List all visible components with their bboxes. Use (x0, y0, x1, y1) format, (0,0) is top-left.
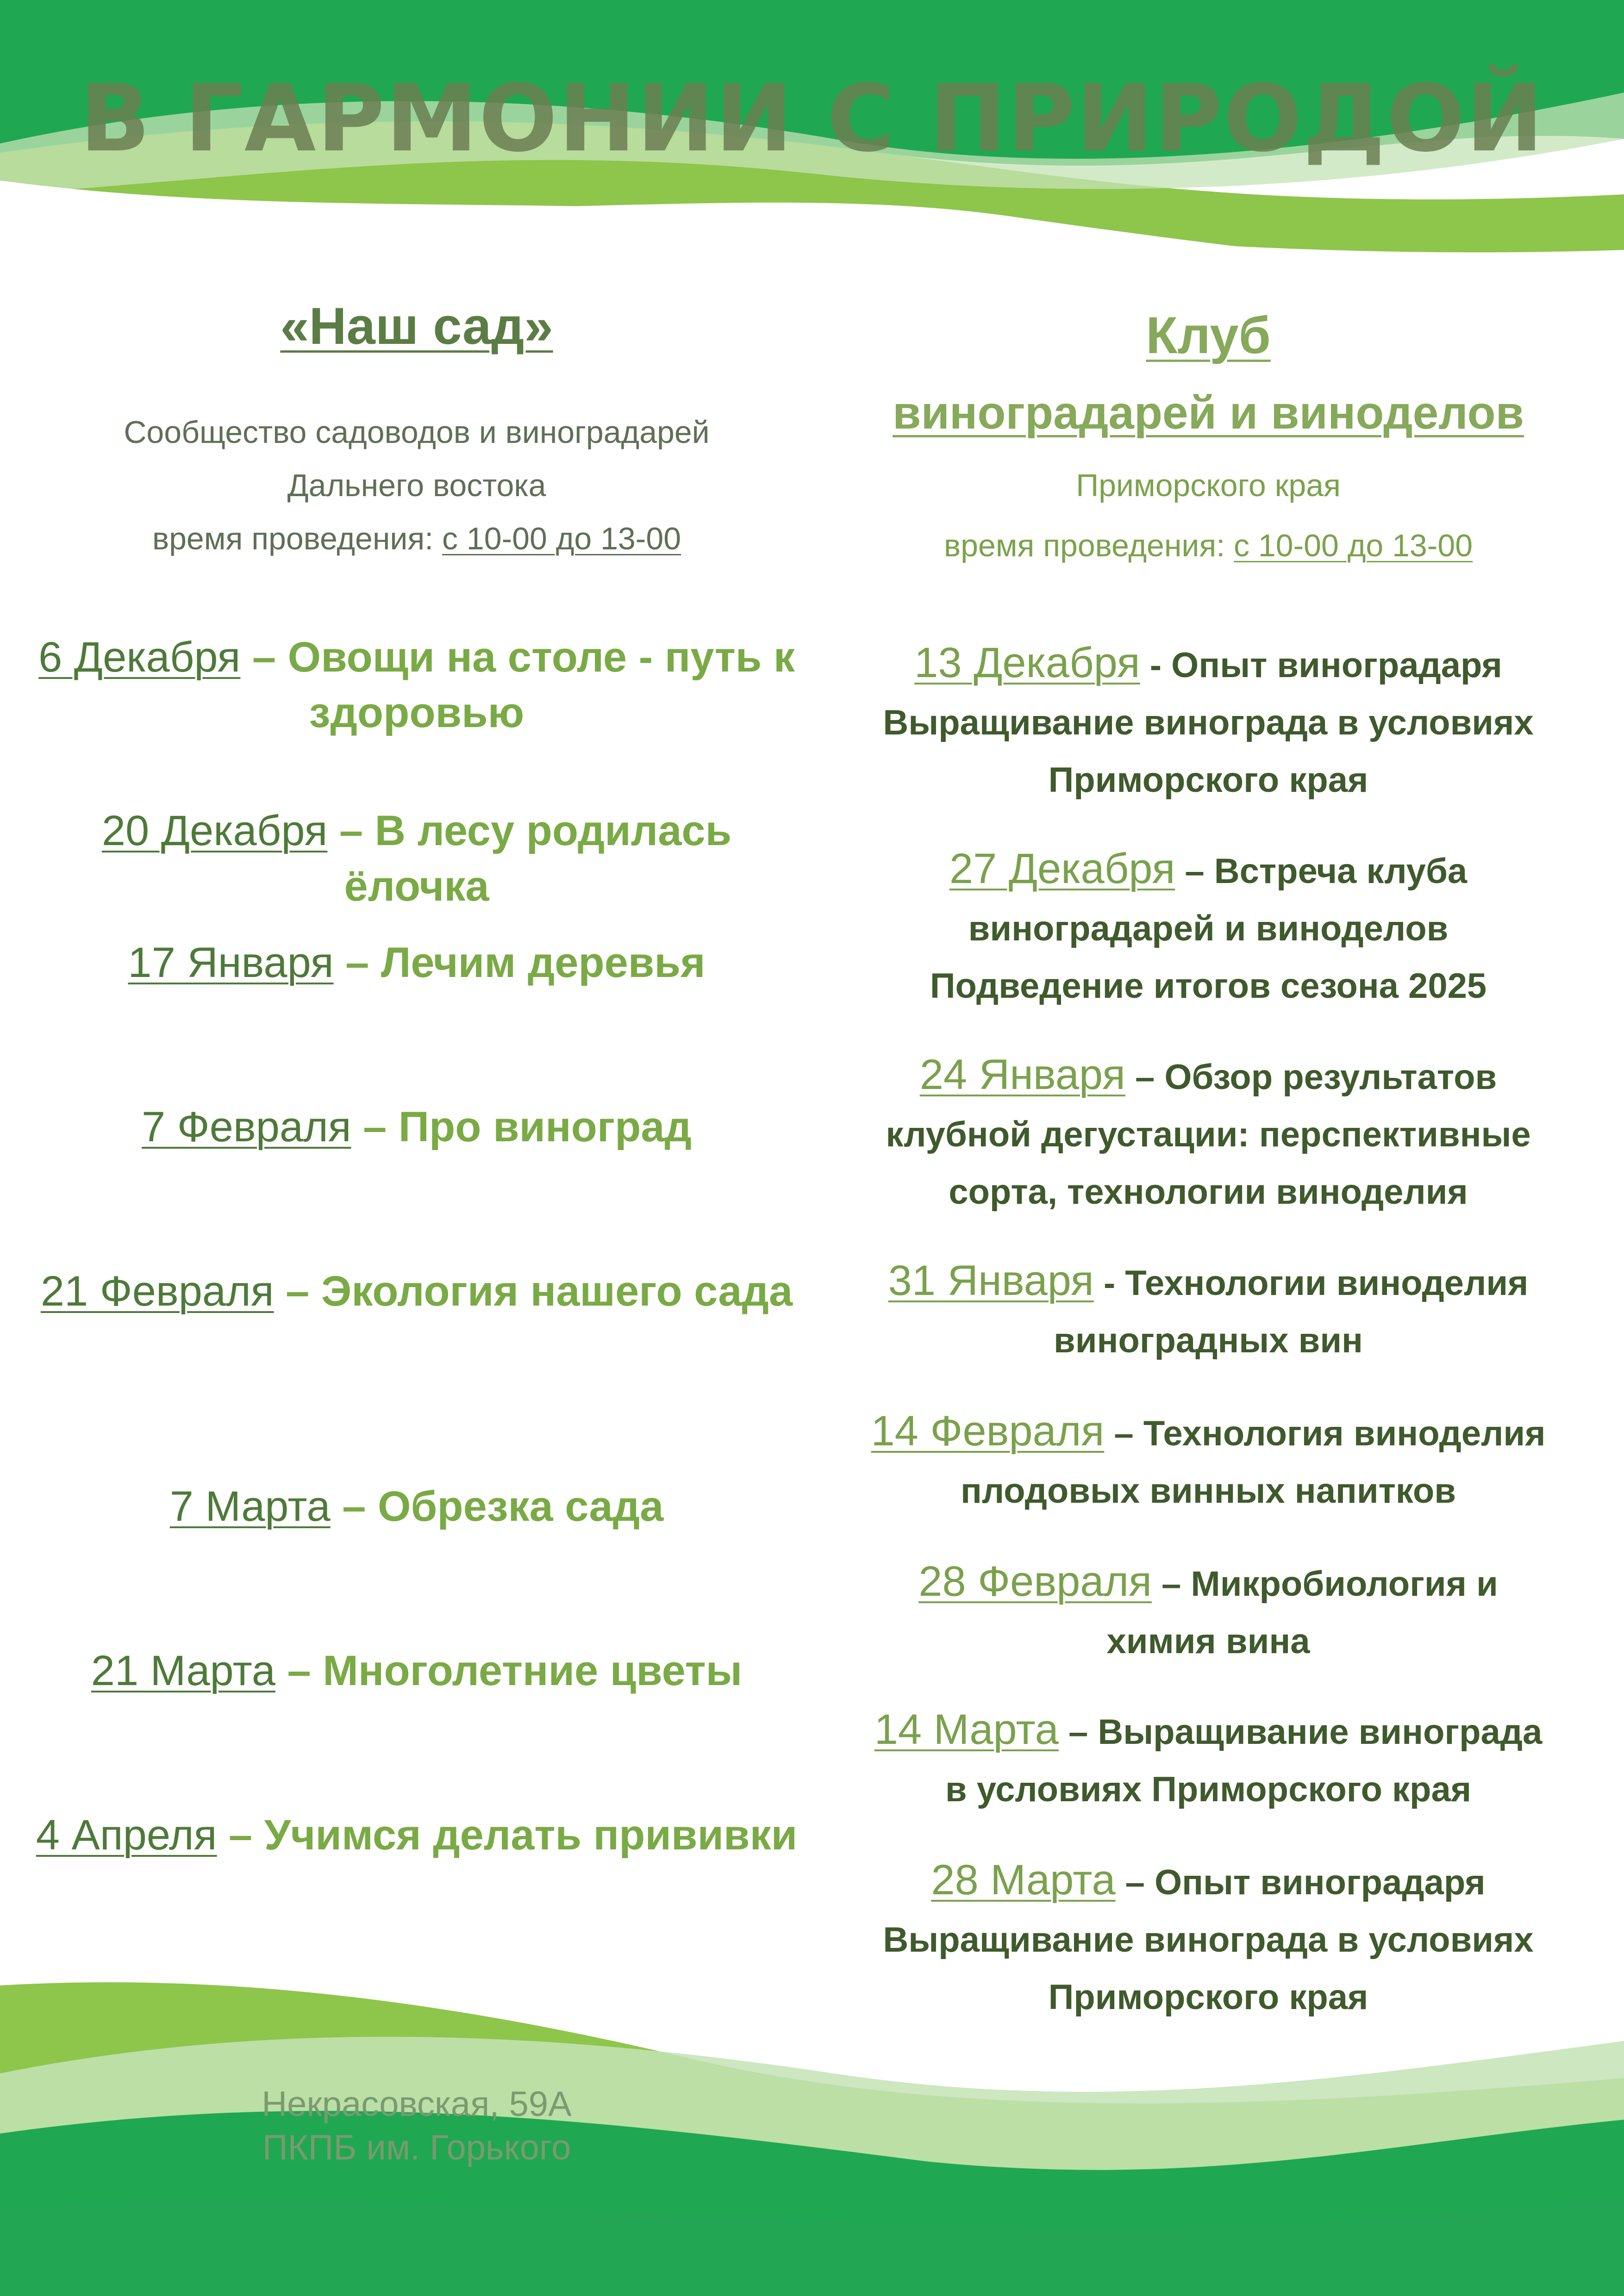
event-detail: сорта, технологии виноделия (949, 1172, 1468, 1212)
event-title: В лесу родилась ёлочка (344, 807, 732, 910)
event-date: 28 Февраля (918, 1558, 1152, 1605)
left-event: 21 Февраля – Экология нашего сада (40, 1268, 793, 1315)
left-column-title: «Наш сад» (280, 297, 553, 355)
event-date: 7 Марта (169, 1483, 331, 1530)
left-event: 7 Марта – Обрезка сада (169, 1483, 664, 1530)
right-column-title: Клуб (1146, 306, 1271, 364)
event-date: 14 Февраля (871, 1407, 1105, 1455)
event-title: Опыт виноградаря (1171, 646, 1502, 685)
event-title: Технологии виноделия (1125, 1263, 1529, 1303)
event-date: 31 Января (888, 1257, 1094, 1304)
right-time-label: время проведения: (943, 528, 1234, 563)
event-date: 14 Марта (874, 1706, 1059, 1753)
right-event: 28 Марта – Опыт виноградаря Выращивание винограда в условиях Приморского края (883, 1856, 1534, 2017)
right-time (815, 528, 1602, 564)
event-title: Обрезка сада (378, 1483, 664, 1530)
left-event: 21 Марта – Многолетние цветы (91, 1647, 743, 1694)
event-date: 20 Декабря (101, 807, 328, 854)
left-event: 6 Декабря – Овощи на столе - путь к здоровью (38, 634, 795, 736)
event-title: Микробиология и (1191, 1564, 1498, 1604)
left-time-value: с 10-00 до 13-00 (442, 521, 681, 556)
event-date: 28 Марта (931, 1856, 1116, 1904)
event-title: Лечим деревья (381, 939, 706, 986)
left-event: 17 Января – Лечим деревья (128, 939, 706, 986)
right-event: 28 Февраля – Микробиология и химия вина (918, 1558, 1498, 1661)
left-event: 20 Декабря – В лесу родилась ёлочка (101, 807, 732, 910)
event-title: Учимся делать прививки (264, 1811, 798, 1859)
event-detail: Приморского края (1048, 760, 1368, 800)
event-title: Про виноград (398, 1103, 692, 1151)
event-detail: клубной дегустации: перспективные (886, 1115, 1531, 1154)
event-date: 21 Марта (91, 1647, 275, 1694)
right-event: 13 Декабря - Опыт виноградаря Выращивание винограда в условиях Приморского края (883, 639, 1534, 800)
event-title: Экология нашего сада (321, 1268, 793, 1315)
event-title: Выращивание винограда (1098, 1712, 1543, 1752)
left-subtitle-2: Дальнего востока (287, 468, 546, 503)
right-event: 14 Марта – Выращивание винограда в условиях Приморского края (874, 1706, 1543, 1809)
left-time (28, 521, 806, 557)
event-detail: Приморского края (1048, 1978, 1368, 2017)
event-date: 27 Декабря (949, 845, 1175, 892)
event-title: Многолетние цветы (323, 1647, 743, 1694)
event-title: Технология виноделия (1143, 1414, 1546, 1453)
right-subtitle: Приморского края (1076, 468, 1341, 503)
event-date: 24 Января (919, 1051, 1125, 1098)
event-detail: в условиях Приморского края (945, 1770, 1472, 1809)
right-time-value: с 10-00 до 13-00 (1234, 528, 1473, 563)
event-title: Обзор результатов (1164, 1058, 1497, 1097)
event-detail: плодовых винных напитков (960, 1471, 1456, 1511)
right-event: 27 Декабря – Встреча клуба виноградарей и виноделов Подведение итогов сезона 2025 (930, 845, 1487, 1006)
event-date: 7 Февраля (142, 1103, 351, 1151)
address-venue: ПКПБ им. Горького (262, 2128, 571, 2167)
event-detail: Выращивание винограда в условиях (883, 1920, 1534, 1960)
event-detail: Подведение итогов сезона 2025 (930, 966, 1487, 1006)
address-street: Некрасовская, 59А (262, 2084, 572, 2124)
event-date: 4 Апреля (36, 1811, 217, 1859)
left-event: 4 Апреля – Учимся делать прививки (36, 1811, 798, 1859)
left-event: 7 Февраля – Про виноград (142, 1103, 692, 1151)
right-event: 14 Февраля – Технология виноделия плодовых винных напитков (871, 1407, 1546, 1511)
event-detail: виноградарей и виноделов (968, 909, 1449, 948)
event-date: 17 Января (128, 939, 334, 986)
event-title: Встреча клуба (1214, 852, 1468, 891)
event-detail: Выращивание винограда в условиях (883, 703, 1534, 742)
event-date: 13 Декабря (914, 639, 1140, 686)
right-event: 24 Января – Обзор результатов клубной дегустации: перспективные сорта, технологии виноделия (886, 1051, 1531, 1212)
event-date: 6 Декабря (38, 634, 241, 681)
event-detail: виноградных вин (1054, 1321, 1363, 1360)
left-time-label: время проведения: (152, 521, 442, 556)
right-event: 31 Января - Технологии виноделия виноградных вин (888, 1257, 1529, 1360)
right-column-title-2: виноградарей и виноделов (892, 387, 1524, 439)
left-subtitle-1: Сообщество садоводов и виноградарей (124, 415, 710, 450)
event-title: Опыт виноградаря (1155, 1863, 1486, 1902)
venue-address (185, 2083, 648, 2170)
event-date: 21 Февраля (40, 1268, 274, 1315)
event-detail: химия вина (1106, 1622, 1310, 1661)
event-title: Овощи на столе - путь к здоровью (287, 634, 795, 736)
poster-title: В ГАРМОНИИ С ПРИРОДОЙ (80, 65, 1544, 173)
